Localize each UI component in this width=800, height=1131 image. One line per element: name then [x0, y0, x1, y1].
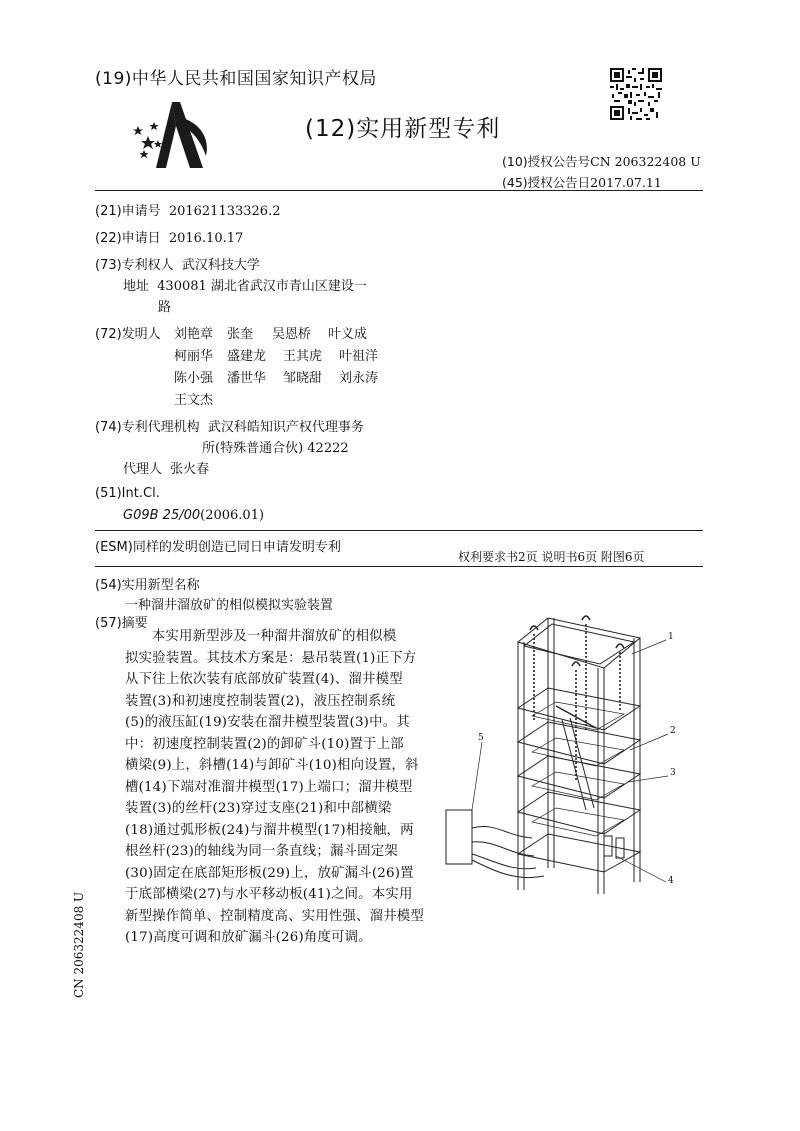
abstract-label: (57)摘要 [95, 616, 148, 631]
abstract-text [125, 626, 424, 949]
agency: 武汉科皓知识产权代理事务 [207, 420, 364, 435]
abstract-line: 于底部横梁(27)与水平移动板(41)之间。本实用 [125, 887, 413, 902]
patent-type: (12)实用新型专利 [305, 116, 501, 142]
inventor-name: 叶义成 [328, 327, 368, 342]
inventors-label: (72)发明人 [95, 327, 161, 342]
cnipa-logo [128, 96, 218, 174]
address-line-2: 路 [158, 300, 172, 315]
inventor-name: 王文杰 [174, 393, 214, 408]
abstract-line: 槽(14)下端对准溜井模型(17)上端口；溜井模型 [125, 779, 413, 795]
abstract-line: (30)固定在底部矩形板(29)上，放矿漏斗(26)置 [125, 865, 414, 881]
agent-row [123, 458, 209, 477]
intcl-version: (2006.01) [200, 508, 265, 523]
inventor-line-4 [174, 389, 213, 408]
inventor-name: 柯丽华 [174, 349, 214, 364]
esm-divider-bottom [95, 566, 703, 567]
abstract-line: 装置(3)的丝杆(23)穿过支座(21)和中部横梁 [125, 801, 392, 816]
abstract-line: 根丝杆(23)的轴线为同一条直线；漏斗固定架 [125, 844, 398, 859]
application-number: 201621133326.2 [168, 204, 281, 219]
application-number-row [95, 200, 280, 219]
inventor-name: 张奎 [227, 327, 254, 342]
page-count: 权利要求书2页 说明书6页 附图6页 [458, 550, 645, 564]
abstract-line: 横梁(9)上，斜槽(14)与卸矿斗(10)相向设置，斜 [125, 758, 419, 773]
figure-label-2: 2 [670, 726, 676, 736]
patentee-label: (73)专利权人 [95, 258, 174, 273]
esm-divider-top [95, 530, 703, 531]
abstract-line: (18)通过弧形板(24)与溜井模型(17)相接触，两 [125, 822, 414, 838]
inventor-name: 陈小强 [174, 371, 214, 386]
figure-label-5: 5 [478, 733, 484, 743]
agent: 张火春 [170, 462, 210, 477]
publication-number-row [502, 152, 701, 170]
figure-label-3: 3 [670, 768, 676, 778]
publication-number: CN 206322408 U [590, 154, 701, 169]
application-date: 2016.10.17 [168, 231, 244, 246]
inventor-name: 邹晓甜 [283, 371, 323, 386]
publication-date: 2017.07.11 [590, 175, 662, 190]
inventor-line-3 [174, 367, 378, 386]
patentee: 武汉科技大学 [181, 258, 260, 273]
device-figure [436, 610, 696, 900]
abstract-line: 从下往上依次装有底部放矿装置(4)、溜井模型 [125, 672, 403, 687]
intcl-code: G09B 25/00 [123, 508, 201, 523]
abstract-line: (5)的液压缸(19)安装在溜井模型装置(3)中。其 [125, 715, 410, 730]
address-label: 地址 [123, 279, 150, 294]
publication-date-row [502, 173, 662, 191]
abstract-line: 本实用新型涉及一种溜井溜放矿的相似模 [151, 629, 397, 644]
intcl-row [123, 508, 264, 523]
inventor-name: 刘永涛 [339, 371, 379, 386]
agency-label: (74)专利代理机构 [95, 420, 200, 435]
inventor-name: 潘世华 [227, 371, 267, 386]
figure-label-4: 4 [668, 876, 674, 886]
title-label: (54)实用新型名称 [95, 578, 200, 593]
patentee-row [95, 254, 260, 273]
abstract-line: 拟实验装置。其技术方案是：悬吊装置(1)正下方 [125, 650, 417, 666]
intcl-label: (51)Int.Cl. [95, 486, 160, 501]
inventor-line-2 [174, 345, 378, 364]
agency-line-2: 所(特殊普通合伙) 42222 [202, 441, 349, 456]
inventor-name: 刘艳章 [174, 327, 214, 342]
qr-code-icon [610, 68, 662, 120]
header-divider [95, 190, 703, 191]
inventor-name: 盛建龙 [227, 349, 267, 364]
office-name: (19)中华人民共和国国家知识产权局 [95, 69, 377, 89]
inventor-name: 叶祖洋 [339, 349, 379, 364]
inventor-name: 吴恩桥 [272, 327, 312, 342]
application-date-row [95, 227, 243, 246]
abstract-line: (17)高度可调和放矿漏斗(26)角度可调。 [125, 930, 372, 945]
utility-model-title: 一种溜井溜放矿的相似模拟实验装置 [125, 598, 334, 613]
side-publication-number: CN 206322408 U [72, 891, 86, 998]
address-row [123, 275, 367, 294]
publication-number-label: (10)授权公告号 [502, 154, 591, 169]
application-number-label: (21)申请号 [95, 204, 161, 219]
abstract-line: 中：初速度控制装置(2)的卸矿斗(10)置于上部 [125, 736, 404, 752]
inventor-line-1 [174, 323, 367, 342]
publication-date-label: (45)授权公告日 [502, 175, 591, 190]
address: 430081 湖北省武汉市青山区建设一 [157, 279, 367, 294]
figure-label-1: 1 [668, 632, 674, 642]
abstract-line: 新型操作简单、控制精度高、实用性强、溜井模型 [125, 908, 424, 924]
application-date-label: (22)申请日 [95, 231, 161, 246]
agency-row [95, 416, 364, 435]
esm-note: (ESM)同样的发明创造已同日申请发明专利 [95, 540, 341, 555]
agent-label: 代理人 [123, 462, 163, 477]
abstract-line: 装置(3)和初速度控制装置(2)，液压控制系统 [125, 693, 396, 709]
inventor-name: 王其虎 [283, 349, 323, 364]
